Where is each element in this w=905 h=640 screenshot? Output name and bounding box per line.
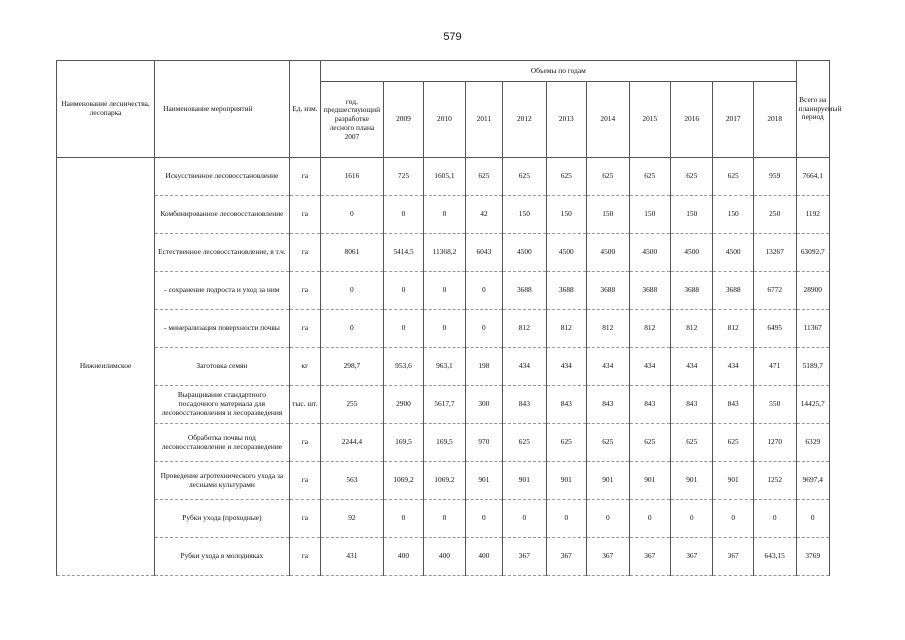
value-cell: 2900	[383, 386, 423, 424]
value-cell: 434	[503, 348, 547, 386]
unit-cell: га	[289, 462, 320, 500]
value-cell: 1616	[321, 158, 384, 196]
table-row	[57, 158, 830, 196]
value-cell: 0	[424, 196, 465, 234]
forestry-name: Нижнеилимское	[57, 158, 155, 576]
value-cell: 843	[629, 386, 670, 424]
unit-cell: га	[289, 310, 320, 348]
value-cell: 298,7	[321, 348, 384, 386]
activity-name: Естественное лесовосстановление, в т.ч.	[155, 234, 290, 272]
col-header-year: 2011	[465, 82, 502, 158]
value-cell: 812	[546, 310, 586, 348]
value-cell: 367	[671, 538, 713, 576]
value-cell: 434	[629, 348, 670, 386]
unit-cell: кг	[289, 348, 320, 386]
value-cell: 4500	[671, 234, 713, 272]
value-cell: 0	[383, 272, 423, 310]
total-cell: 9697,4	[796, 462, 830, 500]
value-cell: 0	[321, 310, 384, 348]
value-cell: 169,5	[383, 424, 423, 462]
value-cell: 1605,1	[424, 158, 465, 196]
value-cell: 625	[503, 424, 547, 462]
value-cell: 2244,4	[321, 424, 384, 462]
value-cell: 0	[753, 500, 796, 538]
value-cell: 625	[503, 158, 547, 196]
value-cell: 0	[383, 310, 423, 348]
value-cell: 1270	[753, 424, 796, 462]
unit-cell: га	[289, 424, 320, 462]
value-cell: 0	[546, 500, 586, 538]
value-cell: 812	[503, 310, 547, 348]
value-cell: 563	[321, 462, 384, 500]
value-cell: 625	[465, 158, 502, 196]
value-cell: 198	[465, 348, 502, 386]
activity-name: Комбинированное лесовосстановление	[155, 196, 290, 234]
total-cell: 7664,1	[796, 158, 830, 196]
value-cell: 3688	[503, 272, 547, 310]
value-cell: 3688	[629, 272, 670, 310]
table-row	[57, 386, 830, 424]
value-cell: 150	[503, 196, 547, 234]
value-cell: 150	[629, 196, 670, 234]
col-header-year: 2018	[753, 82, 796, 158]
col-header-year: 2017	[713, 82, 753, 158]
value-cell: 8061	[321, 234, 384, 272]
value-cell: 3688	[587, 272, 629, 310]
unit-cell: га	[289, 272, 320, 310]
value-cell: 431	[321, 538, 384, 576]
value-cell: 4500	[713, 234, 753, 272]
total-cell: 5189,7	[796, 348, 830, 386]
value-cell: 970	[465, 424, 502, 462]
total-cell: 0	[796, 500, 830, 538]
col-header-year: 2014	[587, 82, 629, 158]
value-cell: 0	[424, 500, 465, 538]
value-cell: 901	[503, 462, 547, 500]
value-cell: 4500	[503, 234, 547, 272]
value-cell: 400	[424, 538, 465, 576]
value-cell: 959	[753, 158, 796, 196]
activity-name: Рубки ухода в молодняках	[155, 538, 290, 576]
table-row	[57, 272, 830, 310]
unit-cell: га	[289, 196, 320, 234]
value-cell: 0	[629, 500, 670, 538]
table-row	[57, 462, 830, 500]
value-cell: 843	[713, 386, 753, 424]
value-cell: 625	[587, 424, 629, 462]
value-cell: 901	[465, 462, 502, 500]
col-header-year: 2015	[629, 82, 670, 158]
col-header-year: 2013	[546, 82, 586, 158]
value-cell: 367	[629, 538, 670, 576]
value-cell: 0	[383, 500, 423, 538]
activity-name: Обработка почвы под лесовосстановление и лесоразведение	[155, 424, 290, 462]
value-cell: 255	[321, 386, 384, 424]
col-header-activity: Наименование мероприятий	[155, 61, 290, 158]
value-cell: 367	[503, 538, 547, 576]
unit-cell: га	[289, 158, 320, 196]
table-row	[57, 234, 830, 272]
value-cell: 0	[671, 500, 713, 538]
table-row	[57, 348, 830, 386]
col-header-volumes-by-year: Объемы по годам	[321, 61, 796, 82]
value-cell: 625	[671, 158, 713, 196]
unit-cell: га	[289, 500, 320, 538]
value-cell: 901	[671, 462, 713, 500]
unit-cell: га	[289, 538, 320, 576]
total-cell: 11367	[796, 310, 830, 348]
table-row	[57, 310, 830, 348]
value-cell: 0	[383, 196, 423, 234]
page-number: 579	[443, 31, 462, 43]
value-cell: 625	[671, 424, 713, 462]
value-cell: 953,6	[383, 348, 423, 386]
value-cell: 901	[629, 462, 670, 500]
value-cell: 434	[671, 348, 713, 386]
value-cell: 400	[465, 538, 502, 576]
value-cell: 0	[503, 500, 547, 538]
value-cell: 725	[383, 158, 423, 196]
table-body	[57, 158, 830, 576]
value-cell: 0	[424, 310, 465, 348]
value-cell: 367	[546, 538, 586, 576]
value-cell: 625	[546, 158, 586, 196]
value-cell: 0	[713, 500, 753, 538]
value-cell: 250	[753, 196, 796, 234]
value-cell: 812	[587, 310, 629, 348]
col-header-forestry: Наименование лесничества, лесопарка	[57, 61, 155, 158]
value-cell: 42	[465, 196, 502, 234]
value-cell: 0	[321, 196, 384, 234]
value-cell: 6495	[753, 310, 796, 348]
activity-name: Проведение агротехнического ухода за лесными культурами	[155, 462, 290, 500]
value-cell: 1069,2	[424, 462, 465, 500]
value-cell: 300	[465, 386, 502, 424]
value-cell: 0	[465, 272, 502, 310]
value-cell: 4500	[587, 234, 629, 272]
value-cell: 5617,7	[424, 386, 465, 424]
value-cell: 901	[713, 462, 753, 500]
activity-name: Выращивание стандартного посадочного материала для лесовосстановления и лесоразведения	[155, 386, 290, 424]
value-cell: 150	[546, 196, 586, 234]
activity-name: Рубки ухода (проходные)	[155, 500, 290, 538]
value-cell: 169,5	[424, 424, 465, 462]
unit-cell: га	[289, 234, 320, 272]
activity-name: Заготовка семян	[155, 348, 290, 386]
value-cell: 812	[629, 310, 670, 348]
value-cell: 434	[546, 348, 586, 386]
value-cell: 625	[713, 158, 753, 196]
value-cell: 3688	[671, 272, 713, 310]
col-header-year: 2010	[424, 82, 465, 158]
total-cell: 28900	[796, 272, 830, 310]
value-cell: 5414,5	[383, 234, 423, 272]
value-cell: 843	[503, 386, 547, 424]
value-cell: 367	[713, 538, 753, 576]
value-cell: 471	[753, 348, 796, 386]
table-row	[57, 538, 830, 576]
value-cell: 3688	[546, 272, 586, 310]
value-cell: 4500	[629, 234, 670, 272]
value-cell: 92	[321, 500, 384, 538]
forest-plan-table	[56, 60, 842, 576]
value-cell: 625	[629, 158, 670, 196]
value-cell: 625	[629, 424, 670, 462]
value-cell: 0	[424, 272, 465, 310]
total-cell: 14425,7	[796, 386, 830, 424]
value-cell: 150	[713, 196, 753, 234]
value-cell: 0	[465, 500, 502, 538]
value-cell: 434	[713, 348, 753, 386]
total-cell: 1192	[796, 196, 830, 234]
table-row	[57, 196, 830, 234]
value-cell: 812	[671, 310, 713, 348]
activity-name: Искусственное лесовосстановление	[155, 158, 290, 196]
col-header-year: 2009	[383, 82, 423, 158]
value-cell: 901	[546, 462, 586, 500]
value-cell: 13267	[753, 234, 796, 272]
value-cell: 625	[546, 424, 586, 462]
table-row	[57, 500, 830, 538]
value-cell: 643,15	[753, 538, 796, 576]
value-cell: 150	[671, 196, 713, 234]
value-cell: 367	[587, 538, 629, 576]
col-header-year: 2016	[671, 82, 713, 158]
value-cell: 400	[383, 538, 423, 576]
value-cell: 150	[587, 196, 629, 234]
value-cell: 550	[753, 386, 796, 424]
value-cell: 963,1	[424, 348, 465, 386]
activity-name: - минерализация поверхности почвы	[155, 310, 290, 348]
value-cell: 0	[465, 310, 502, 348]
value-cell: 812	[713, 310, 753, 348]
value-cell: 843	[546, 386, 586, 424]
total-cell: 63092,7	[796, 234, 830, 272]
value-cell: 1252	[753, 462, 796, 500]
value-cell: 625	[713, 424, 753, 462]
value-cell: 901	[587, 462, 629, 500]
activity-name: - сохранение подроста и уход за ним	[155, 272, 290, 310]
value-cell: 0	[587, 500, 629, 538]
col-header-prev-year: год, предшествующий разработке лесного плана 2007	[321, 82, 384, 158]
total-cell: 3769	[796, 538, 830, 576]
col-header-unit: Ед. изм.	[289, 61, 320, 158]
value-cell: 3688	[713, 272, 753, 310]
value-cell: 11368,2	[424, 234, 465, 272]
value-cell: 6043	[465, 234, 502, 272]
value-cell: 1069,2	[383, 462, 423, 500]
value-cell: 843	[671, 386, 713, 424]
value-cell: 4500	[546, 234, 586, 272]
value-cell: 625	[587, 158, 629, 196]
col-header-year: 2012	[503, 82, 547, 158]
col-header-total: Всего на планируемый период	[796, 61, 830, 158]
total-cell: 6329	[796, 424, 830, 462]
table-row	[57, 424, 830, 462]
value-cell: 843	[587, 386, 629, 424]
value-cell: 0	[321, 272, 384, 310]
unit-cell: тыс. шт.	[289, 386, 320, 424]
value-cell: 6772	[753, 272, 796, 310]
value-cell: 434	[587, 348, 629, 386]
